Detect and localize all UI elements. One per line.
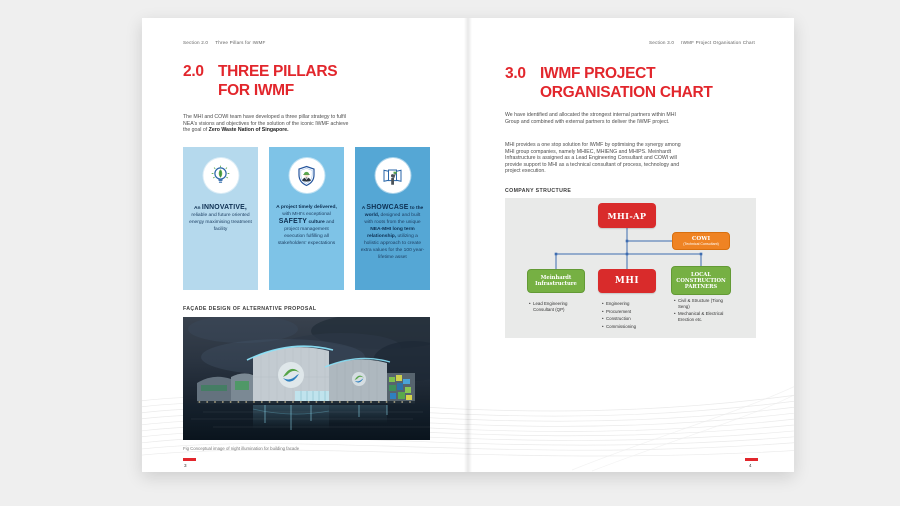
pillar-bold: An [193, 206, 202, 211]
org-bullet: • Construction [602, 316, 658, 322]
left-page-title [183, 62, 337, 100]
left-page [142, 18, 468, 472]
pillar-text [360, 204, 425, 261]
org-bullet: • Engineering [602, 301, 658, 307]
brochure-spread [142, 18, 794, 472]
org-box-label: MHI [614, 276, 640, 286]
right-page-title [505, 64, 713, 102]
pillar-keyword: SAFETY [278, 218, 308, 225]
pillar-bold: to the world, [364, 206, 424, 218]
innovation-lightbulb-leaf-icon [209, 164, 233, 188]
right-page-running-header [649, 40, 755, 45]
facade-caption: Fig Conceptual image of night illumination for building facade [183, 446, 300, 451]
pillar-rest: with MHI's exceptional [282, 212, 331, 217]
org-bullet: • Lead Engineering Consultant (QP) [529, 301, 587, 312]
pillar-keyword: SHOWCASE [366, 204, 409, 211]
building-night-illustration [183, 317, 430, 440]
org-box-local-construction-partners [671, 266, 731, 295]
section-label: Section 2.0 [183, 40, 209, 45]
pillar-icon-circle [203, 158, 238, 193]
pillar-text [274, 204, 339, 247]
org-bullet: • Procurement [602, 309, 658, 315]
org-box-label: MHI-AP [607, 210, 647, 221]
title-number: 2.0 [183, 63, 204, 80]
pillar-bold: culture [307, 220, 325, 225]
org-bullets-local-partners [674, 298, 732, 324]
intro-paragraph [183, 114, 355, 134]
title-line1: THREE PILLARS [218, 63, 338, 80]
pillar-keyword: INNOVATIVE, [201, 204, 248, 211]
pillar-bold: A project timely delivered, [276, 205, 337, 210]
pillar-icon-circle [375, 158, 410, 193]
org-box-sublabel: (Technical Consultant) [683, 241, 719, 246]
company-structure-org-chart [505, 198, 756, 338]
intro-text: The MHI and COWI team have developed a three pillar strategy to fulfil NEA's visions and objectives for the solution of the iconic IWMF achieve the goal of [183, 114, 349, 133]
pillar-rest: utilizing a holistic approach to create extra values for the 100 year-lifetime asset [360, 234, 425, 260]
org-box-label: LOCAL CONSTRUCTION PARTNERS [676, 271, 726, 290]
pillar-card-safety [269, 147, 344, 290]
org-bullet: • Civil & Structure (Tiong Seng) [674, 298, 732, 309]
pillar-rest: reliable and future oriented energy maximising treatment facility [189, 213, 252, 232]
org-box-cowi [672, 232, 730, 250]
intro-bold-text: Zero Waste Nation of Singapore. [208, 127, 289, 133]
org-box-label: Meinhardt Infrastructure [535, 275, 577, 287]
pillar-text [188, 204, 253, 233]
page-footer-bar [183, 458, 196, 461]
org-box-label: COWI [691, 235, 711, 242]
pillar-rest: and project management execution fulfilling all stakeholders' expectations [277, 220, 336, 246]
title-line1: IWMF PROJECT [540, 65, 656, 82]
pillar-icon-circle [289, 158, 324, 193]
pillar-rest: designed and built with roots from the unique [364, 213, 421, 225]
facade-section-heading: FAÇADE DESIGN OF ALTERNATIVE PROPOSAL [183, 306, 317, 312]
org-bullet: • Mechanical & Electrical Erection etc. [674, 311, 732, 322]
pillar-card-innovative [183, 147, 258, 290]
right-page [468, 18, 794, 472]
org-bullet: • Commissioning [602, 324, 658, 330]
page-footer-bar [745, 458, 758, 461]
org-box-mhi [598, 269, 656, 293]
pillar-bold: NEA-MHI long term relationship, [367, 227, 415, 239]
section-label: Section 3.0 [648, 40, 675, 45]
facade-night-render-image [183, 317, 430, 440]
org-bullets-mhi [602, 301, 658, 331]
title-line2: FOR IWMF [218, 82, 294, 99]
safety-shield-worker-icon [295, 164, 319, 188]
company-structure-heading: COMPANY STRUCTURE [505, 188, 572, 194]
org-bullets-meinhardt [529, 301, 587, 314]
pillar-bold: A [361, 206, 367, 211]
section-title: Three Pillars for IWMF [215, 40, 266, 45]
body-paragraph-1: We have identified and allocated the strongest internal partners within MHI Group and combined with external partners to deliver the IWMF project. [505, 112, 676, 125]
left-page-running-header [183, 40, 266, 45]
org-box-mhi-ap [598, 203, 656, 228]
page-number: 4 [749, 462, 752, 468]
org-box-meinhardt-infrastructure [527, 269, 585, 293]
title-number: 3.0 [505, 65, 526, 82]
showcase-presenter-icon [381, 164, 405, 188]
three-pillars-row [183, 147, 430, 290]
body-paragraph-2: MHI provides a one stop solution for IWMF by optimising the synergy among MHI group companies, namely MHIEC, MHIENG and MHIPS. Meinhardt Infrastructure is assigned as a Lead Engineering Consultant and COWI will provide support to MHI as a technical consultant of process, technology and project execution. [505, 142, 681, 174]
pillar-card-showcase [355, 147, 430, 290]
page-number: 3 [184, 462, 187, 468]
section-title: IWMF Project Organisation Chart [681, 40, 755, 45]
title-line2: ORGANISATION CHART [540, 84, 713, 101]
